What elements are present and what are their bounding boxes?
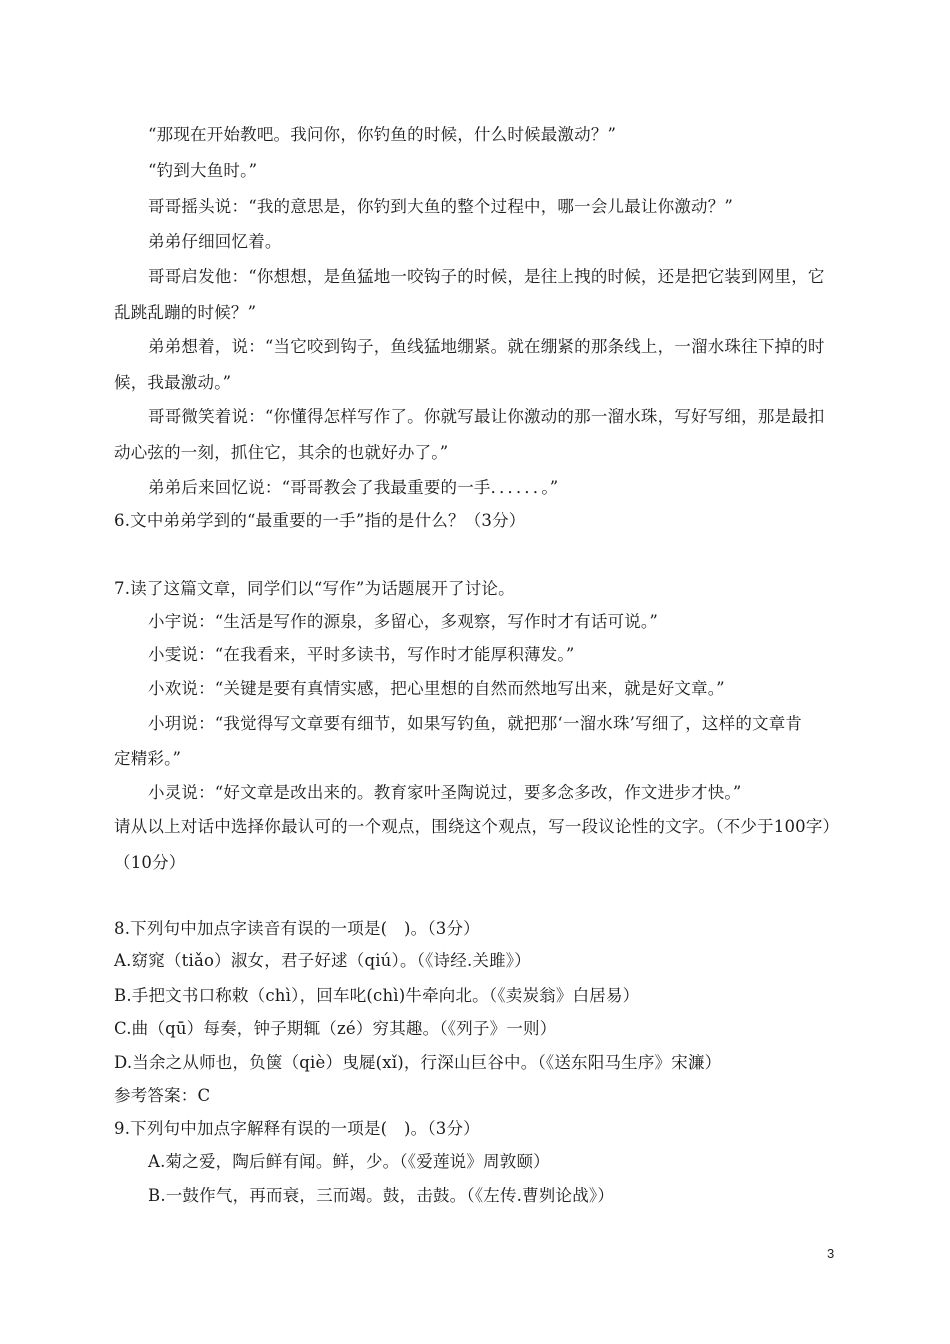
question-7-task: 请从以上对话中选择你最认可的一个观点，围绕这个观点，写一段议论性的文字。（不少于100字） [114, 817, 840, 836]
question-8-answer: 参考答案：C [114, 1086, 211, 1105]
student-opinion: 小灵说：“好文章是改出来的。教育家叶圣陶说过，要多念多改，作文进步才快。” [148, 783, 742, 802]
story-paragraph: “钓到大鱼时。” [148, 161, 258, 180]
story-paragraph: 哥哥启发他：“你想想，是鱼猛地一咬钩子的时候，是往上拽的时候，还是把它装到网里，它 [148, 267, 825, 286]
student-opinion: 小雯说：“在我看来，平时多读书，写作时才能厚积薄发。” [148, 645, 575, 664]
story-paragraph: 弟弟想着，说：“当它咬到钩子，鱼线猛地绷紧。就在绷紧的那条线上，一溜水珠往下掉的时 [148, 337, 825, 356]
story-paragraph: 哥哥摇头说：“我的意思是，你钓到大鱼的整个过程中，哪一会儿最让你激动？” [148, 197, 734, 216]
student-opinion: 小玥说：“我觉得写文章要有细节，如果写钓鱼，就把那‘一溜水珠’写细了，这样的文章肯 [148, 714, 803, 733]
story-paragraph: 哥哥微笑着说：“你懂得怎样写作了。你就写最让你激动的那一溜水珠，写好写细，那是最扣 [148, 407, 825, 426]
question-6: 6.文中弟弟学到的“最重要的一手”指的是什么？（3分） [114, 511, 526, 530]
story-paragraph-continued: 动心弦的一刻，抓住它，其余的也就好办了。” [114, 443, 449, 462]
question-8-option-d: D.当余之从师也，负箧（qiè）曳屣(xǐ)，行深山巨谷中。（《送东阳马生序》宋濂） [114, 1053, 722, 1072]
question-9-option-a: A.菊之爱，陶后鲜有闻。鲜，少。（《爱莲说》周敦颐） [148, 1152, 550, 1171]
question-7-intro: 7.读了这篇文章，同学们以“写作”为话题展开了讨论。 [114, 579, 515, 598]
story-paragraph: 弟弟后来回忆说：“哥哥教会了我最重要的一手．．．．．．。” [148, 478, 559, 497]
question-8-option-c: C.曲（qū）每奏，钟子期辄（zé）穷其趣。（《列子》一则） [114, 1019, 557, 1038]
question-8-option-a: A.窈窕（tiǎo）淑女，君子好逑（qiú）。（《诗经.关雎》） [114, 951, 531, 970]
story-paragraph-continued: 候，我最激动。” [114, 373, 232, 392]
question-7-score: （10分） [114, 853, 186, 872]
question-9-stem: 9.下列句中加点字解释有误的一项是( )。（3分） [114, 1119, 480, 1138]
student-opinion-continued: 定精彩。” [114, 749, 182, 768]
student-opinion: 小欢说：“关键是要有真情实感，把心里想的自然而然地写出来，就是好文章。” [148, 679, 725, 698]
question-9-option-b: B.一鼓作气，再而衰，三而竭。鼓，击鼓。（《左传.曹刿论战》） [148, 1186, 615, 1205]
page-number: 3 [827, 1246, 835, 1261]
question-8-option-b: B.手把文书口称敕（chì），回车叱(chì)牛牵向北。（《卖炭翁》白居易） [114, 986, 640, 1005]
student-opinion: 小宇说：“生活是写作的源泉，多留心，多观察，写作时才有话可说。” [148, 612, 659, 631]
story-paragraph: “那现在开始教吧。我问你，你钓鱼的时候，什么时候最激动？” [148, 125, 617, 144]
story-paragraph: 弟弟仔细回忆着。 [148, 232, 282, 251]
question-8-stem: 8.下列句中加点字读音有误的一项是( )。（3分） [114, 919, 480, 938]
story-paragraph-continued: 乱跳乱蹦的时候？” [114, 303, 257, 322]
